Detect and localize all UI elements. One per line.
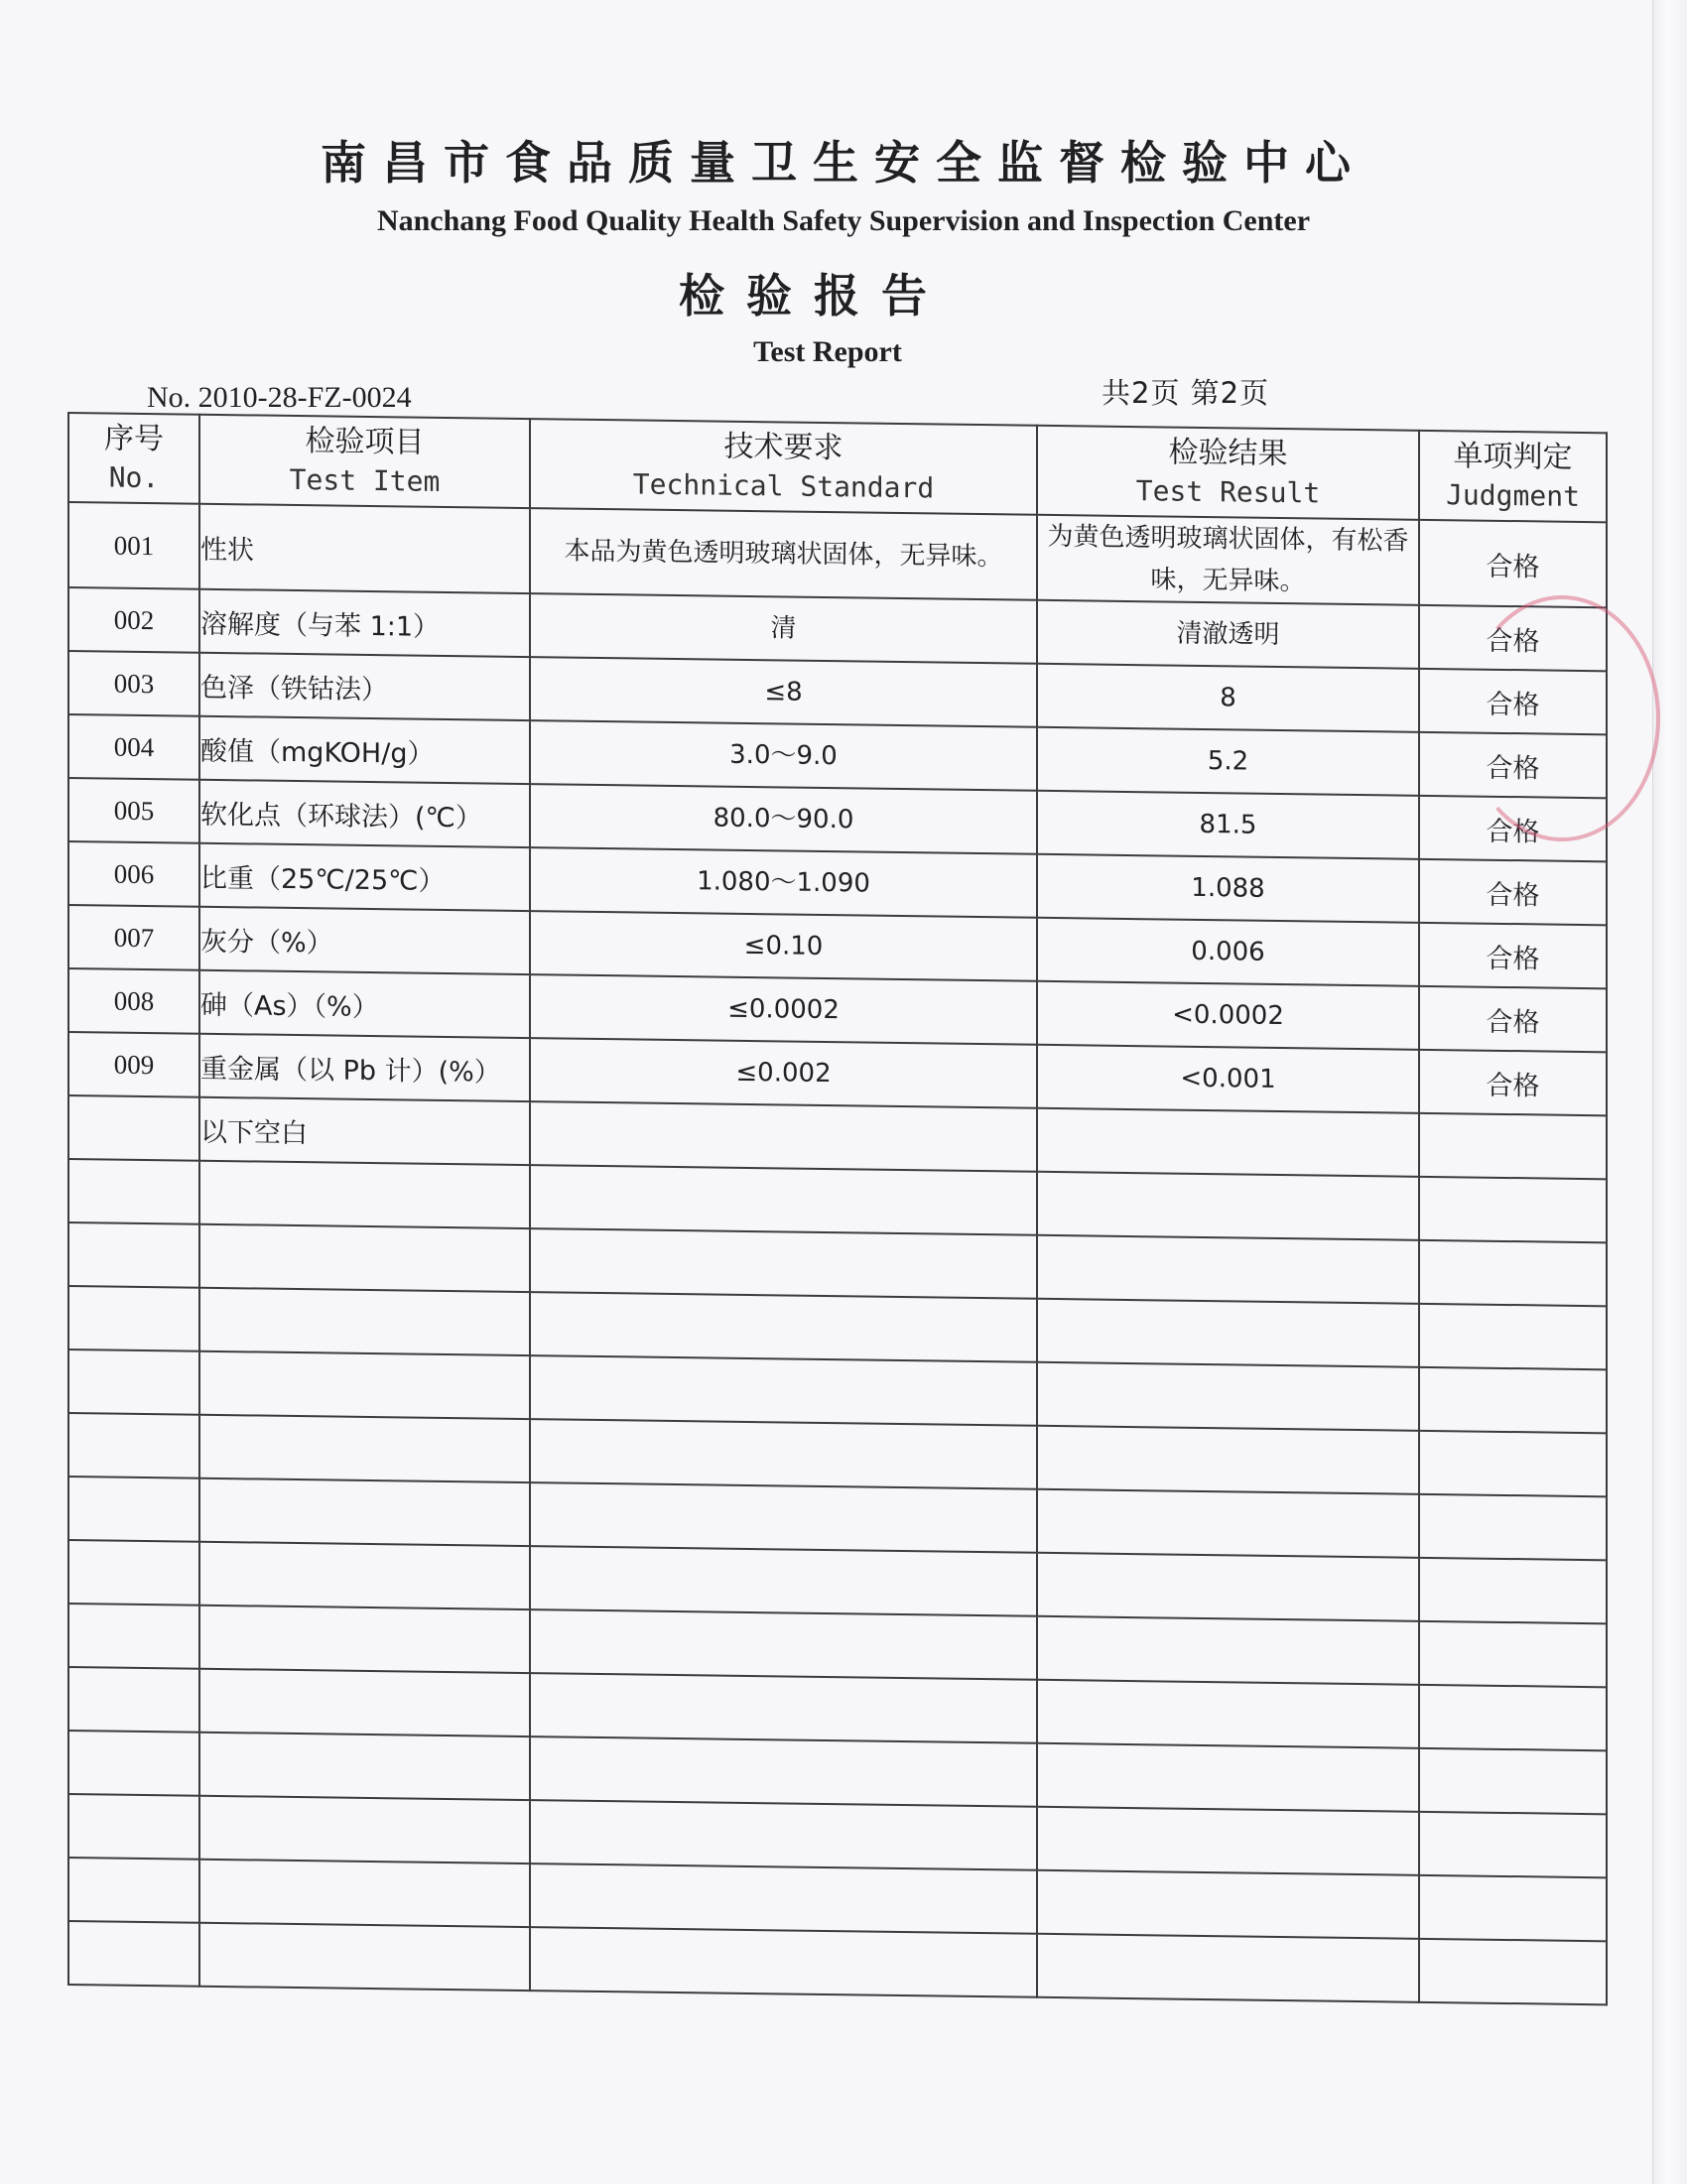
cell-test-item	[199, 1542, 530, 1609]
cell-no	[68, 1095, 199, 1161]
header-judgment: 单项判定 Judgment	[1419, 431, 1607, 522]
cell-test-item: 以下空白	[199, 1097, 530, 1165]
cell-result: <0.0002	[1037, 981, 1419, 1050]
cell-result	[1037, 1299, 1419, 1367]
cell-test-item: 比重（25℃/25℃）	[199, 843, 530, 911]
header-technical-standard: 技术要求 Technical Standard	[530, 419, 1037, 515]
header-no: 序号 No.	[68, 413, 199, 504]
cell-no	[68, 1286, 199, 1351]
cell-no: 007	[68, 905, 199, 970]
cell-result: 1.088	[1037, 854, 1419, 923]
cell-judgment: 合格	[1419, 605, 1607, 671]
cell-standard: ≤0.002	[530, 1038, 1037, 1108]
cell-standard	[530, 1355, 1037, 1426]
cell-result: 8	[1037, 664, 1419, 732]
cell-test-item	[199, 1669, 530, 1736]
cell-test-item: 性状	[199, 504, 530, 593]
cell-no	[68, 1349, 199, 1415]
cell-no: 009	[68, 1032, 199, 1097]
cell-standard	[530, 1546, 1037, 1616]
cell-no: 005	[68, 778, 199, 843]
cell-test-item: 砷（As）（%）	[199, 970, 530, 1038]
cell-test-item	[199, 1351, 530, 1419]
cell-standard	[530, 1419, 1037, 1489]
cell-result	[1037, 1489, 1419, 1558]
cell-judgment	[1419, 1177, 1607, 1242]
cell-result: <0.001	[1037, 1045, 1419, 1113]
cell-result	[1037, 1680, 1419, 1748]
cell-no: 004	[68, 714, 199, 780]
cell-result: 为黄色透明玻璃状固体，有松香味，无异味。	[1037, 515, 1419, 605]
cell-no	[68, 1794, 199, 1860]
cell-standard: 本品为黄色透明玻璃状固体，无异味。	[530, 508, 1037, 600]
cell-result: 0.006	[1037, 918, 1419, 986]
cell-no	[68, 1921, 199, 1987]
test-results-table	[67, 412, 1608, 2005]
cell-no	[68, 1413, 199, 1478]
cell-result	[1037, 1870, 1419, 1939]
cell-judgment: 合格	[1419, 732, 1607, 798]
cell-test-item: 软化点（环球法）(℃）	[199, 780, 530, 847]
cell-test-item	[199, 1923, 530, 1991]
cell-no	[68, 1604, 199, 1669]
page-indicator: 共2页 第2页	[1102, 376, 1270, 410]
cell-no	[68, 1159, 199, 1224]
cell-test-item	[199, 1606, 530, 1673]
cell-no: 006	[68, 841, 199, 907]
header-test-result: 检验结果 Test Result	[1037, 426, 1419, 520]
cell-result: 81.5	[1037, 791, 1419, 859]
cell-result	[1037, 1616, 1419, 1685]
cell-standard	[530, 1673, 1037, 1743]
cell-standard: 3.0～9.0	[530, 720, 1037, 791]
cell-test-item	[199, 1860, 530, 1927]
org-title-cn: 南昌市食品质量卫生安全监督检验中心	[321, 136, 1366, 190]
cell-standard	[530, 1609, 1037, 1680]
cell-no: 002	[68, 587, 199, 653]
cell-judgment: 合格	[1419, 796, 1607, 861]
cell-judgment	[1419, 1494, 1607, 1560]
cell-test-item	[199, 1796, 530, 1863]
cell-result	[1037, 1807, 1419, 1875]
cell-standard: ≤0.10	[530, 911, 1037, 981]
cell-test-item	[199, 1733, 530, 1800]
cell-no	[68, 1477, 199, 1542]
cell-standard	[530, 1800, 1037, 1870]
cell-judgment	[1419, 1875, 1607, 1941]
cell-judgment	[1419, 1304, 1607, 1369]
cell-no	[68, 1731, 199, 1796]
cell-standard	[530, 1292, 1037, 1362]
paper-edge	[1652, 0, 1687, 2184]
org-title-en: Nanchang Food Quality Health Safety Supervision and Inspection Center	[376, 204, 1311, 237]
cell-test-item: 色泽（铁钴法）	[199, 653, 530, 720]
cell-no	[68, 1858, 199, 1923]
cell-no	[68, 1222, 199, 1288]
cell-result	[1037, 1172, 1419, 1240]
cell-no: 008	[68, 968, 199, 1034]
cell-judgment: 合格	[1419, 859, 1607, 925]
cell-judgment	[1419, 1939, 1607, 2004]
cell-test-item	[199, 1288, 530, 1355]
cell-result	[1037, 1108, 1419, 1177]
cell-result: 5.2	[1037, 727, 1419, 796]
cell-test-item	[199, 1161, 530, 1228]
cell-standard: 清	[530, 593, 1037, 664]
cell-standard: ≤0.0002	[530, 974, 1037, 1045]
cell-judgment	[1419, 1240, 1607, 1306]
cell-result: 清澈透明	[1037, 600, 1419, 669]
cell-judgment: 合格	[1419, 1050, 1607, 1115]
cell-standard	[530, 1482, 1037, 1553]
cell-test-item: 灰分（%）	[199, 907, 530, 974]
cell-result	[1037, 1553, 1419, 1621]
cell-judgment	[1419, 1558, 1607, 1623]
cell-standard	[530, 1736, 1037, 1807]
cell-judgment: 合格	[1419, 923, 1607, 988]
cell-test-item: 酸值（mgKOH/g）	[199, 716, 530, 784]
cell-standard	[530, 1228, 1037, 1299]
cell-standard: 80.0～90.0	[530, 784, 1037, 854]
cell-judgment: 合格	[1419, 986, 1607, 1052]
cell-judgment	[1419, 1812, 1607, 1877]
cell-judgment: 合格	[1419, 669, 1607, 734]
cell-standard: ≤8	[530, 657, 1037, 727]
header-test-item: 检验项目 Test Item	[199, 415, 530, 508]
cell-result	[1037, 1743, 1419, 1812]
cell-standard	[530, 1863, 1037, 1934]
cell-no: 003	[68, 651, 199, 716]
cell-judgment	[1419, 1621, 1607, 1687]
cell-test-item: 溶解度（与苯 1:1）	[199, 589, 530, 657]
cell-standard	[530, 1927, 1037, 1997]
cell-test-item	[199, 1224, 530, 1292]
cell-judgment	[1419, 1367, 1607, 1433]
cell-test-item	[199, 1478, 530, 1546]
report-title-cn: 检验报告	[679, 269, 949, 322]
cell-judgment	[1419, 1685, 1607, 1750]
cell-no: 001	[68, 502, 199, 589]
cell-judgment	[1419, 1113, 1607, 1179]
cell-standard	[530, 1165, 1037, 1235]
cell-standard: 1.080～1.090	[530, 847, 1037, 918]
cell-no	[68, 1667, 199, 1733]
report-number: No. 2010-28-FZ-0024	[147, 381, 412, 414]
cell-judgment: 合格	[1419, 520, 1607, 607]
cell-result	[1037, 1426, 1419, 1494]
cell-result	[1037, 1362, 1419, 1431]
cell-test-item	[199, 1415, 530, 1482]
cell-judgment	[1419, 1431, 1607, 1496]
cell-no	[68, 1540, 199, 1606]
cell-test-item: 重金属（以 Pb 计）(%）	[199, 1034, 530, 1101]
report-title-en: Test Report	[753, 335, 902, 368]
cell-judgment	[1419, 1748, 1607, 1814]
cell-result	[1037, 1934, 1419, 2002]
cell-result	[1037, 1235, 1419, 1304]
cell-standard	[530, 1101, 1037, 1172]
